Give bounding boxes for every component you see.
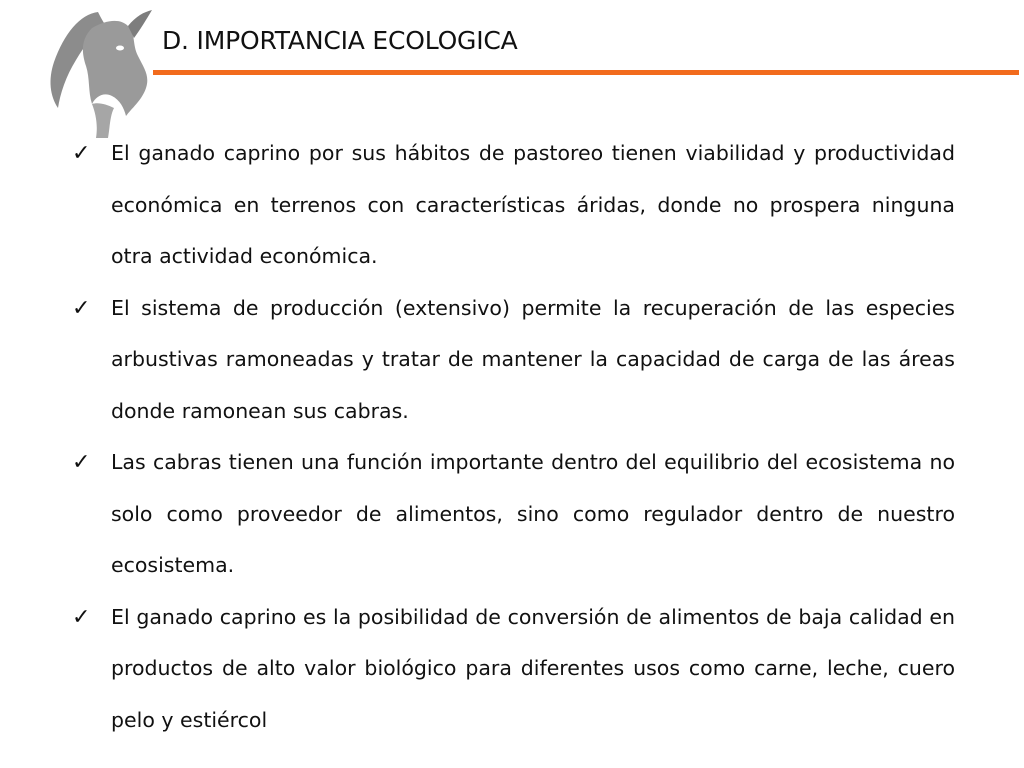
bullet-list [70,128,955,746]
goat-head-icon [40,4,158,140]
bullet-text: El ganado caprino por sus hábitos de pastoreo tienen viabilidad y productividad económica en terrenos con características áridas, donde no prospera ninguna otra actividad económica. [111,141,955,268]
checkmark-icon: ✓ [72,604,91,630]
checkmark-icon: ✓ [72,295,91,321]
bullet-text: El sistema de producción (extensivo) permite la recuperación de las especies arbustivas ramoneadas y tratar de mantener la capacidad de carga de las áreas donde ramonean sus cabras. [111,295,955,423]
bullet-item-1 [70,128,955,283]
bullet-text: Las cabras tienen una función importante dentro del equilibrio del ecosistema no solo como proveedor de alimentos, sino como regulador dentro de nuestro ecosistema. [111,450,955,577]
checkmark-icon: ✓ [72,450,91,475]
slide-title: D. IMPORTANCIA ECOLOGICA [162,26,518,55]
bullet-item-2 [70,283,955,438]
title-underline [153,70,1019,75]
bullet-item-3 [70,437,955,592]
bullet-text: El ganado caprino es la posibilidad de conversión de alimentos de baja calidad en productos de alto valor biológico para diferentes usos como carne, leche, cuero pelo y estiércol [111,604,955,732]
checkmark-icon: ✓ [72,141,91,166]
bullet-item-4 [70,592,955,747]
